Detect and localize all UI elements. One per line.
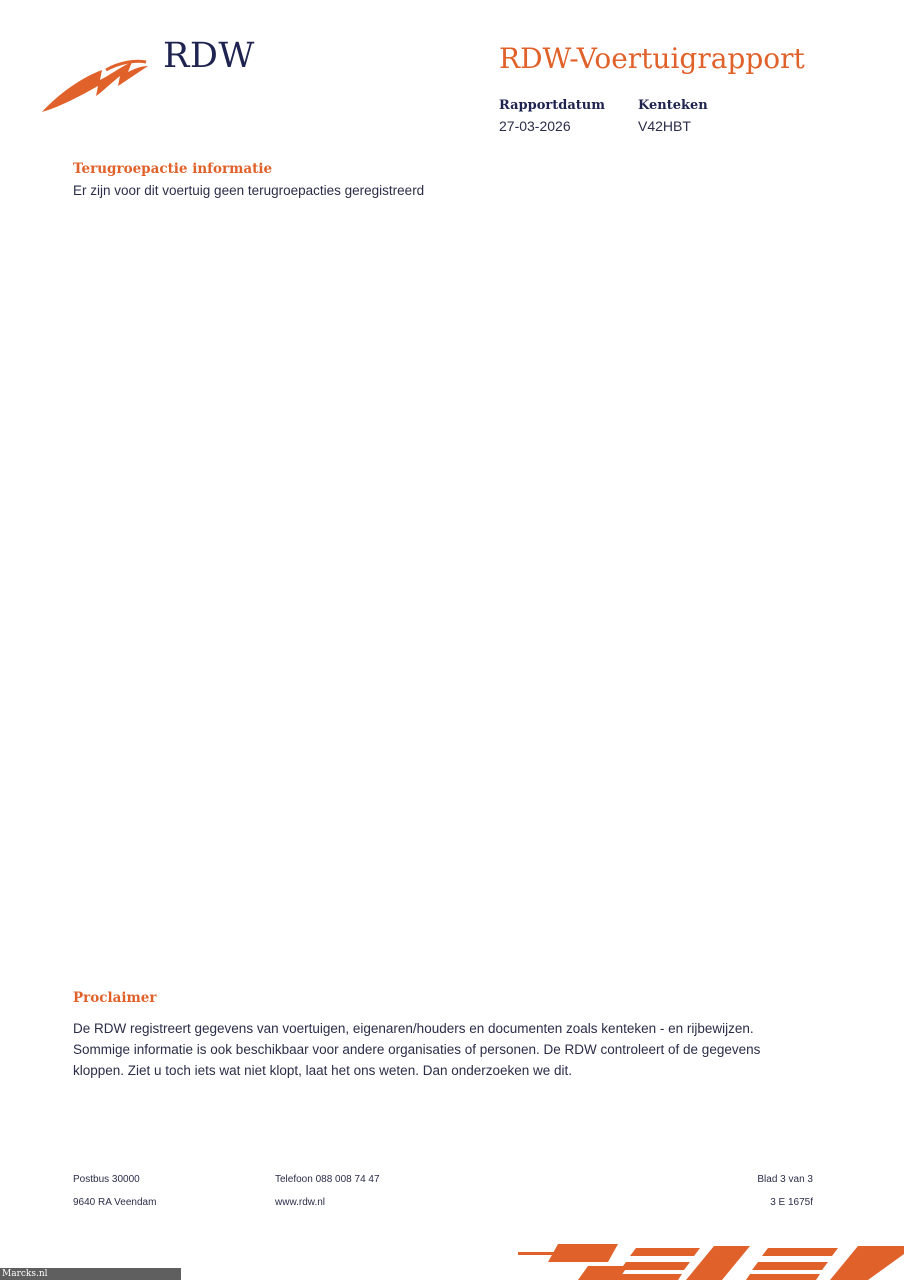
footer-code: 3 E 1675f <box>770 1197 813 1208</box>
report-title: RDW-Voertuigrapport <box>499 42 805 75</box>
proclaimer-line: De RDW registreert gegevens van voertuigen, eigenaren/houders en documenten zoals kenteken - en rijbewijzen. <box>73 1021 754 1036</box>
plate-label: Kenteken <box>638 98 708 113</box>
rdw-logo-icon <box>40 52 150 116</box>
report-date-value: 27-03-2026 <box>499 118 571 134</box>
brand-name: RDW <box>163 36 255 76</box>
decorative-stripes-icon <box>518 1240 904 1280</box>
proclaimer-line: kloppen. Ziet u toch iets wat niet klopt, laat het ons weten. Dan onderzoeken we dit. <box>73 1063 573 1078</box>
plate-value: V42HBT <box>638 118 691 134</box>
recall-text: Er zijn voor dit voertuig geen terugroepacties geregistreerd <box>73 183 425 198</box>
footer-postbus: Postbus 30000 <box>73 1174 140 1185</box>
proclaimer-text <box>73 1018 853 1081</box>
footer-website[interactable]: www.rdw.nl <box>275 1197 326 1208</box>
proclaimer-line: Sommige informatie is ook beschikbaar voor andere organisaties of personen. De RDW controleert of de gegevens <box>73 1042 761 1057</box>
proclaimer-title: Proclaimer <box>73 990 157 1006</box>
footer-city: 9640 RA Veendam <box>73 1197 157 1208</box>
report-date-label: Rapportdatum <box>499 98 605 113</box>
watermark-label: Marcks.nl <box>2 1269 48 1279</box>
footer-page-number: Blad 3 van 3 <box>757 1174 813 1185</box>
footer-phone: Telefoon 088 008 74 47 <box>275 1174 380 1185</box>
recall-section-title: Terugroepactie informatie <box>73 161 273 177</box>
